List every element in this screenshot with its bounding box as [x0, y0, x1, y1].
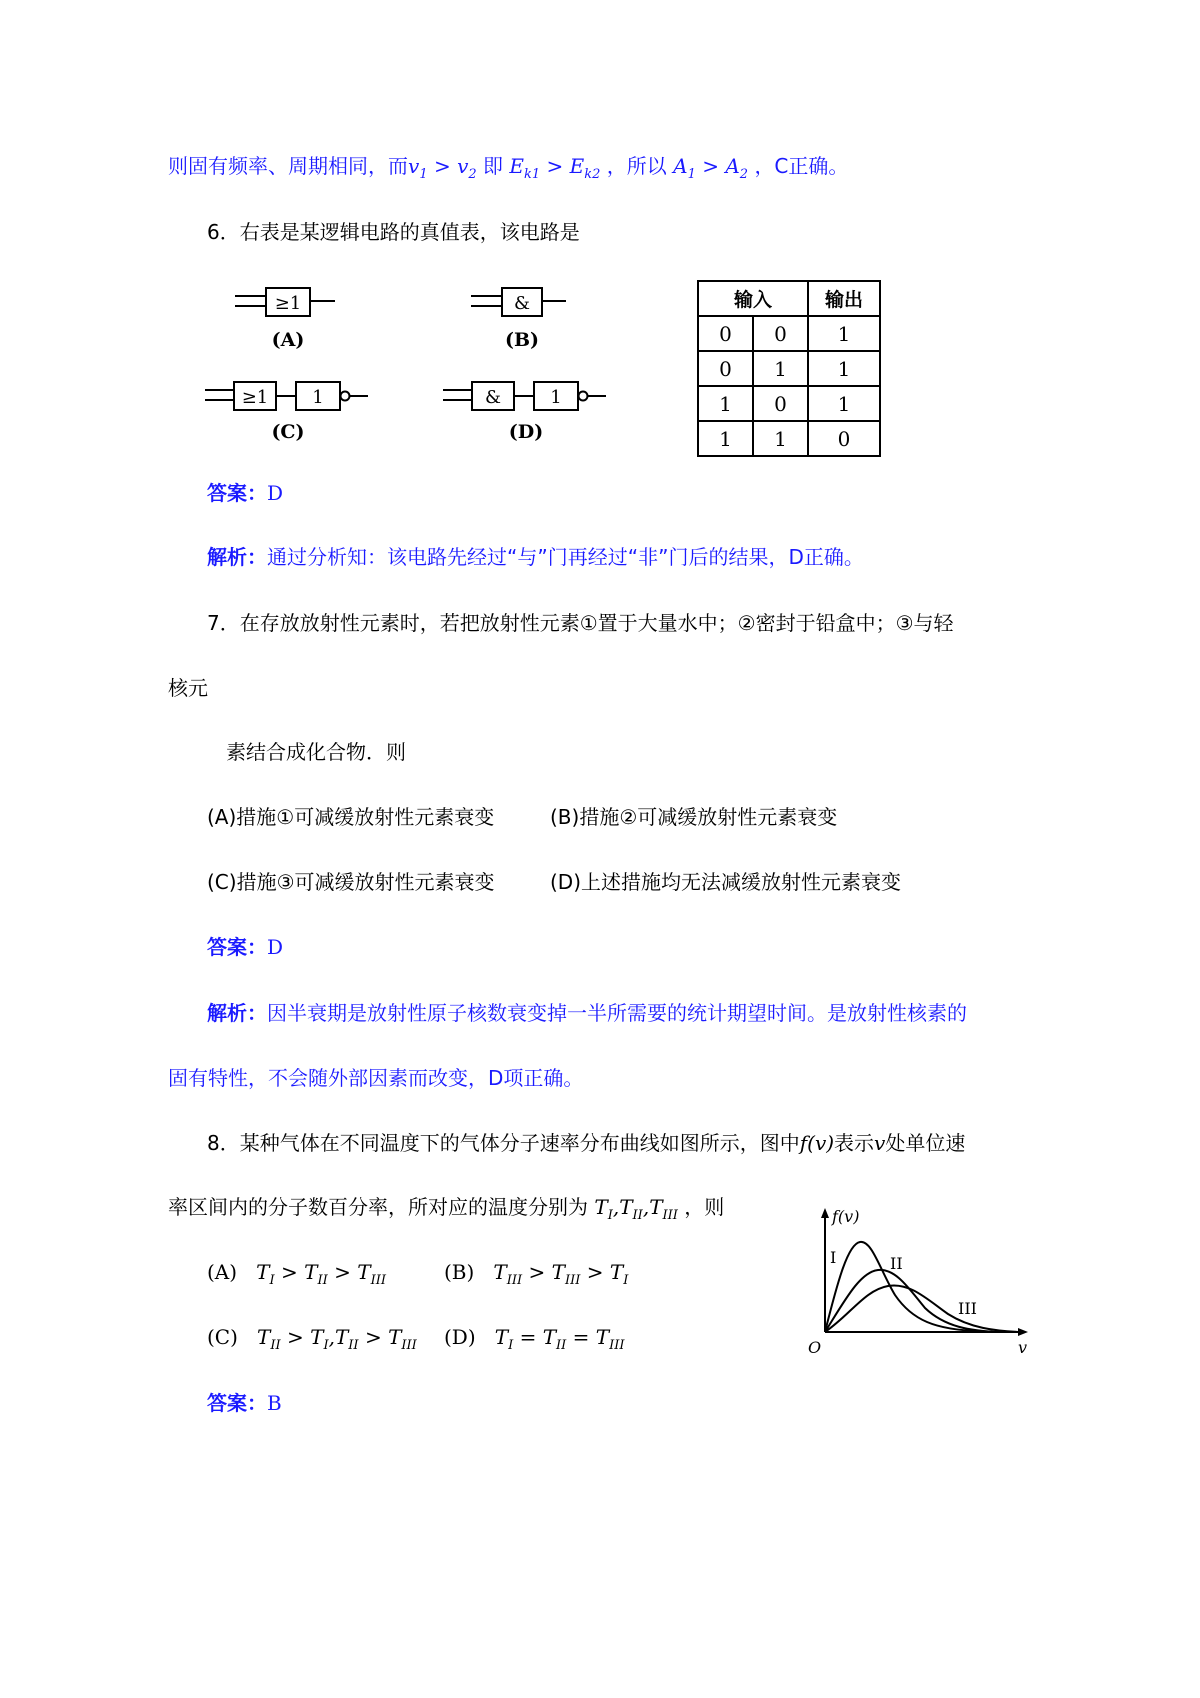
- q5-conclusion-line: [168, 152, 848, 189]
- q5-text-prefix: 则固有频率、周期相同，而: [168, 154, 408, 178]
- gate-a-label: (A): [271, 329, 305, 351]
- q8-option-b: (B) $T_{III} > T_{III} > T_I$: [444, 1260, 629, 1288]
- table-cell: 1: [753, 351, 808, 386]
- q7-option-a: (A)措施①可减缓放射性元素衰变: [207, 805, 495, 829]
- q5-text-suffix: ，C正确。: [754, 154, 849, 178]
- table-cell: 0: [698, 351, 753, 386]
- truth-table-header-input: 输入: [698, 281, 808, 316]
- gate-d-not-symbol: 1: [550, 387, 562, 408]
- gt-op: >: [546, 154, 564, 178]
- answer-value: D: [267, 935, 284, 959]
- curve-label-III: III: [958, 1299, 977, 1318]
- answer-label: 答案：: [207, 1391, 267, 1415]
- origin-label: O: [808, 1338, 822, 1357]
- answer-value: D: [267, 481, 284, 505]
- v2-symbol: $v_2$: [457, 154, 477, 182]
- y-axis-arrow: [821, 1208, 829, 1218]
- q8-option-c: (C) $T_{II} > T_I,T_{II} > T_{III}$: [207, 1325, 417, 1353]
- gate-b-diagram: [466, 282, 586, 357]
- answer-value: B: [267, 1391, 282, 1415]
- table-cell: 0: [753, 316, 808, 351]
- option-label: (B): [444, 1260, 475, 1284]
- q8-option-a: (A) $T_I > T_{II} > T_{III}$: [207, 1260, 386, 1288]
- a2-symbol: $A_2$: [725, 154, 749, 182]
- gt-op: >: [433, 154, 451, 178]
- ek1-symbol: $E_{k1}$: [509, 154, 541, 182]
- gt-op: >: [702, 154, 719, 178]
- analysis-label: 解析：: [207, 545, 267, 569]
- q7-option-b: (B)措施②可减缓放射性元素衰变: [550, 805, 838, 829]
- fv-symbol: f(v): [799, 1131, 835, 1155]
- analysis-text: 通过分析知：该电路先经过“与”门再经过“非”门后的结果，D正确。: [267, 545, 864, 569]
- table-row: [698, 421, 880, 456]
- q5-text-mid: 即: [483, 154, 504, 178]
- option-label: (C): [207, 1325, 238, 1349]
- q7-answer: [207, 933, 283, 961]
- curve-III: [825, 1285, 1020, 1332]
- truth-table-header-output: 输出: [808, 281, 880, 316]
- gate-d-diagram: [438, 372, 613, 447]
- q8-stem-line2: [168, 1193, 724, 1230]
- ek2-symbol: $E_{k2}$: [569, 154, 601, 182]
- temps-list: $T_I,T_{II},T_{III}$: [594, 1195, 678, 1223]
- curve-label-I: I: [830, 1248, 837, 1267]
- q7-analysis-line1: [207, 999, 967, 1027]
- q7-analysis-line2: 固有特性，不会随外部因素而改变，D项正确。: [168, 1066, 584, 1090]
- answer-label: 答案：: [207, 935, 267, 959]
- answer-label: 答案：: [207, 481, 267, 505]
- gate-b-label: (B): [504, 329, 540, 351]
- q6-stem: 6．右表是某逻辑电路的真值表，该电路是: [207, 220, 580, 244]
- option-label: (A): [207, 1260, 238, 1284]
- q6-analysis: [207, 543, 864, 571]
- q8-text: 表示: [834, 1131, 875, 1155]
- curve-label-II: II: [890, 1254, 903, 1273]
- q7-option-d: (D)上述措施均无法减缓放射性元素衰变: [550, 870, 902, 894]
- analysis-label: 解析：: [207, 1001, 267, 1025]
- gate-a-symbol: ≥1: [274, 293, 302, 314]
- q8-option-d: (D) $T_I = T_{II} = T_{III}$: [444, 1325, 625, 1353]
- gate-c-diagram: [200, 372, 375, 447]
- q8-text: ，则: [684, 1195, 725, 1219]
- analysis-text: 因半衰期是放射性原子核数衰变掉一半所需要的统计期望时间。是放射性核素的: [267, 1001, 967, 1025]
- table-cell: 1: [808, 351, 880, 386]
- table-cell: 0: [698, 316, 753, 351]
- table-cell: 1: [698, 386, 753, 421]
- gate-a-diagram: [230, 282, 350, 357]
- q7-stem-line2: 核元: [168, 676, 208, 700]
- q8-text: 8．某种气体在不同温度下的气体分子速率分布曲线如图所示，图中: [207, 1131, 800, 1155]
- truth-table: [697, 280, 881, 457]
- gate-d-symbol: &: [484, 387, 502, 408]
- table-cell: 1: [808, 316, 880, 351]
- q7-option-c: (C)措施③可减缓放射性元素衰变: [207, 870, 495, 894]
- v1-symbol: $v_1$: [408, 154, 428, 182]
- table-cell: 0: [808, 421, 880, 456]
- gate-b-symbol: &: [513, 293, 531, 314]
- x-axis-label: v: [1018, 1338, 1028, 1357]
- table-row: [698, 351, 880, 386]
- table-cell: 1: [808, 386, 880, 421]
- table-row: [698, 316, 880, 351]
- q7-stem-line3: 素结合成化合物．则: [226, 740, 406, 764]
- gate-c-label: (C): [271, 421, 305, 443]
- q6-answer: [207, 479, 283, 507]
- table-cell: 1: [753, 421, 808, 456]
- table-cell: 0: [753, 386, 808, 421]
- y-axis-label: f(v): [832, 1207, 860, 1226]
- q8-text: 处单位速: [885, 1131, 966, 1155]
- q7-stem-line1: 7．在存放放射性元素时，若把放射性元素①置于大量水中；②密封于铅盒中；③与轻: [207, 611, 954, 635]
- gate-c-not-symbol: 1: [312, 387, 324, 408]
- a1-symbol: $A_1$: [673, 154, 696, 182]
- gate-c-symbol: ≥1: [241, 387, 269, 408]
- q5-text-mid2: ，所以: [606, 154, 667, 178]
- speed-distribution-graph: [800, 1200, 1040, 1360]
- table-row: [698, 386, 880, 421]
- q8-answer: [207, 1389, 282, 1417]
- gate-d-label: (D): [508, 421, 544, 443]
- q8-stem-line1: [207, 1129, 965, 1157]
- table-cell: 1: [698, 421, 753, 456]
- option-label: (D): [444, 1325, 476, 1349]
- q8-text: 率区间内的分子数百分率，所对应的温度分别为: [168, 1195, 588, 1219]
- v-symbol: v: [874, 1131, 886, 1155]
